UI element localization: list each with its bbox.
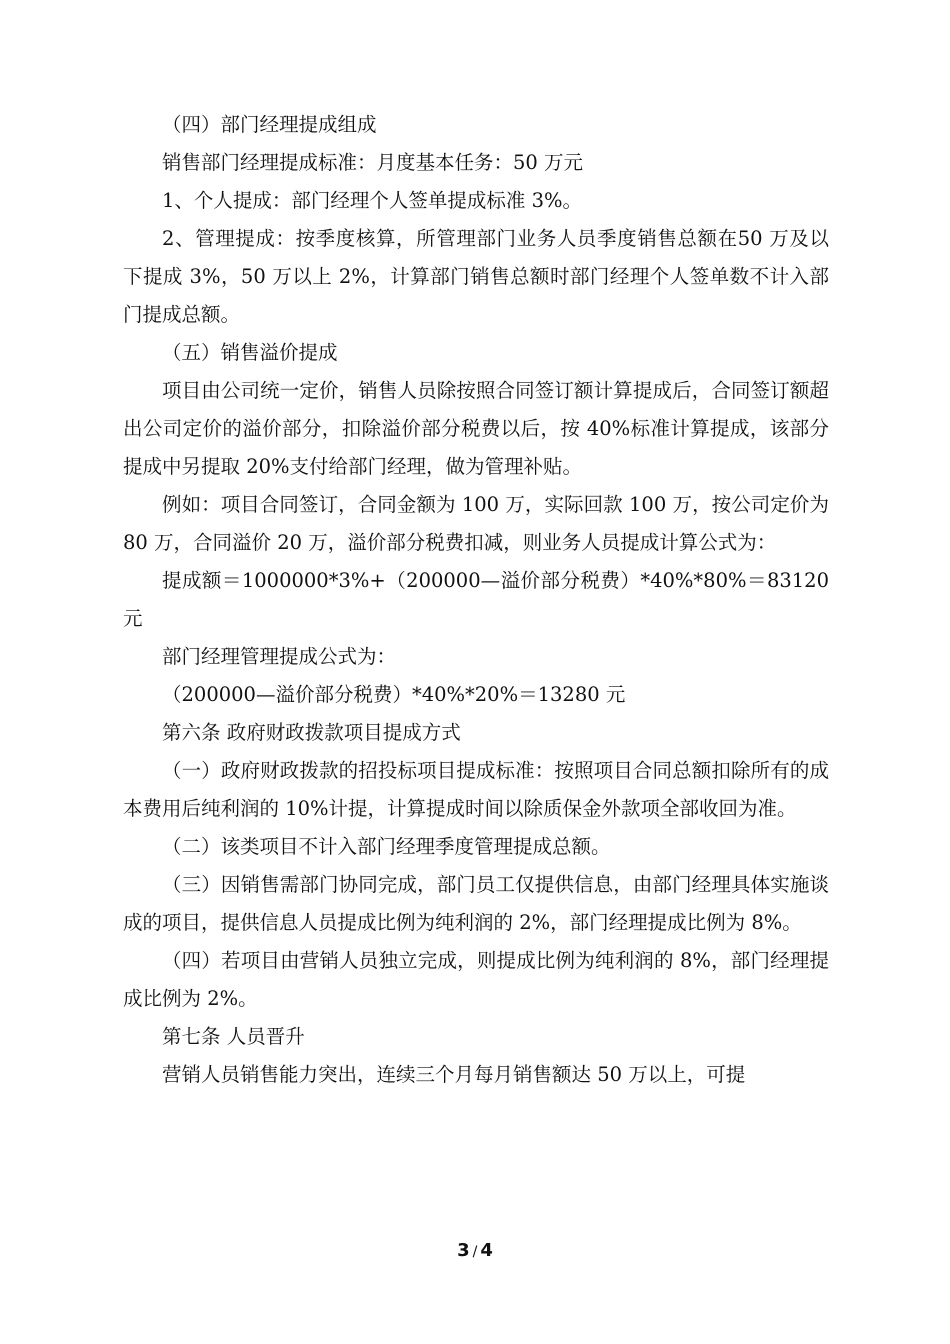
- paragraph-gov-standard: （一）政府财政拨款的招投标项目提成标准：按照项目合同总额扣除所有的成本费用后纯利润的 10%计提，计算提成时间以除质保金外款项全部收回为准。: [123, 759, 829, 820]
- page-separator: /: [472, 1244, 478, 1260]
- paragraph-example: 例如：项目合同签订，合同金额为 100 万，实际回款 100 万，按公司定价为 80 万，合同溢价 20 万，溢价部分税费扣减，则业务人员提成计算公式为：: [123, 493, 829, 554]
- article-heading-7: 第七条 人员晋升: [162, 1025, 305, 1048]
- section-heading-dept-manager-commission: （四）部门经理提成组成: [162, 113, 377, 136]
- paragraph-premium-rule: 项目由公司统一定价，销售人员除按照合同签订额计算提成后，合同签订额超出公司定价的溢价部分，扣除溢价部分税费以后，按 40%标准计算提成，该部分提成中另提取 20%支付给部门经理，做为管理补贴。: [123, 379, 829, 478]
- formula-manager-commission: （200000—溢价部分税费）*40%*20%＝13280 元: [162, 683, 626, 706]
- formula-sales-commission: 提成额＝1000000*3%+（200000—溢价部分税费）*40%*80%＝83120元: [123, 569, 829, 630]
- section-heading-premium-commission: （五）销售溢价提成: [162, 341, 338, 364]
- paragraph-promotion: 营销人员销售能力突出，连续三个月每月销售额达 50 万以上，可提: [162, 1063, 746, 1086]
- document-body: [123, 106, 829, 1094]
- paragraph-manager-formula-label: 部门经理管理提成公式为：: [162, 645, 397, 668]
- current-page: 3: [457, 1240, 470, 1261]
- paragraph-monthly-target: 销售部门经理提成标准：月度基本任务：50 万元: [162, 151, 584, 174]
- paragraph-personal-commission: 1、个人提成：部门经理个人签单提成标准 3%。: [162, 189, 583, 212]
- paragraph-gov-independent: （四）若项目由营销人员独立完成，则提成比例为纯利润的 8%，部门经理提成比例为 2%。: [123, 949, 829, 1010]
- paragraph-gov-cooperation: （三）因销售需部门协同完成，部门员工仅提供信息，由部门经理具体实施谈成的项目，提供信息人员提成比例为纯利润的 2%，部门经理提成比例为 8%。: [123, 873, 829, 934]
- page-number: [0, 1240, 950, 1261]
- article-heading-6: 第六条 政府财政拨款项目提成方式: [162, 721, 461, 744]
- total-pages: 4: [480, 1240, 493, 1261]
- paragraph-management-commission: 2、管理提成：按季度核算，所管理部门业务人员季度销售总额在50 万及以下提成 3%，50 万以上 2%，计算部门销售总额时部门经理个人签单数不计入部门提成总额。: [123, 227, 829, 326]
- paragraph-gov-exclusion: （二）该类项目不计入部门经理季度管理提成总额。: [162, 835, 611, 858]
